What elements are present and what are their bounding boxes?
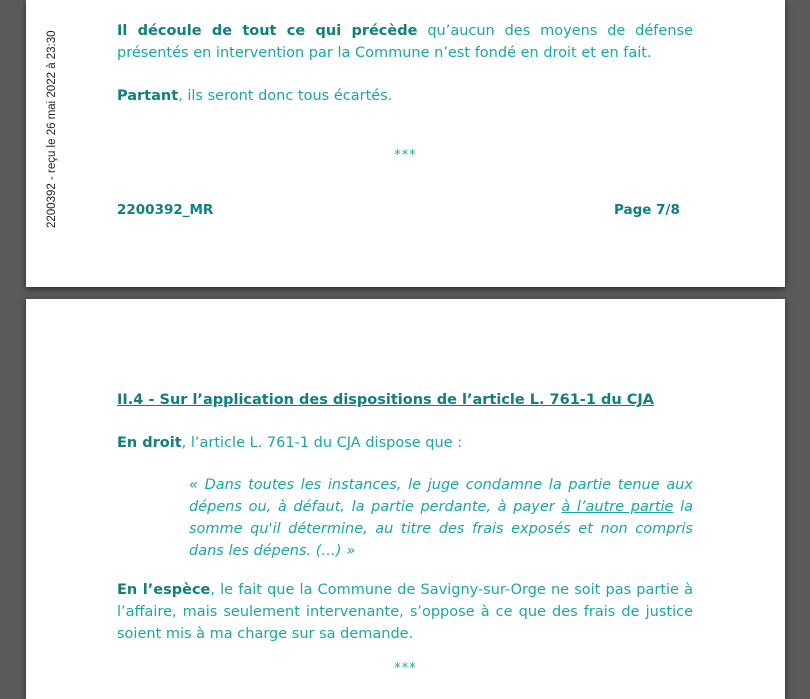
law-paragraph [117, 432, 693, 454]
quote-underlined: à l’autre partie [561, 499, 674, 515]
receipt-stamp: 2200392 - reçu le 26 mai 2022 à 23:30 [46, 30, 58, 228]
conclusion-text: qu’aucun des moyens de défense présentés en intervention par la Commune n’est fondé en droit et en fait. [117, 23, 694, 61]
case-bold-lead: En l’espèce [117, 582, 211, 598]
case-paragraph [117, 579, 693, 645]
law-bold-lead: En droit [117, 435, 182, 451]
document-page-7 [26, 0, 785, 287]
article-quote [189, 474, 693, 562]
quote-part-2: la somme qu'il détermine, au titre des frais exposés et non compris dans les dépens. (…) » [189, 499, 693, 559]
dismissal-paragraph [117, 85, 693, 107]
section-heading: II.4 - Sur l’application des dispositions de l’article L. 761-1 du CJA [117, 392, 654, 408]
section-separator-2: *** [394, 661, 417, 676]
footer-reference: 2200392_MR [117, 202, 214, 218]
section-separator: *** [394, 148, 417, 163]
footer-page-number: Page 7/8 [614, 202, 680, 218]
case-text: , le fait que la Commune de Savigny-sur-Orge ne soit pas partie à l’affaire, mais seulement intervenante, s’oppose à ce que des frais de justice soient mis à ma charge sur sa demande. [117, 582, 694, 642]
conclusion-bold-lead: Il découle de tout ce qui précède [117, 23, 418, 39]
conclusion-paragraph [117, 20, 693, 64]
dismissal-text: , ils seront donc tous écartés. [178, 88, 393, 104]
quote-part-1: « Dans toutes les instances, le juge condamne la partie tenue aux dépens ou, à défaut, la partie perdante, à payer [189, 477, 693, 515]
law-text: , l’article L. 761-1 du CJA dispose que : [181, 435, 463, 451]
dismissal-bold-lead: Partant [117, 88, 179, 104]
document-page-8 [26, 299, 785, 699]
